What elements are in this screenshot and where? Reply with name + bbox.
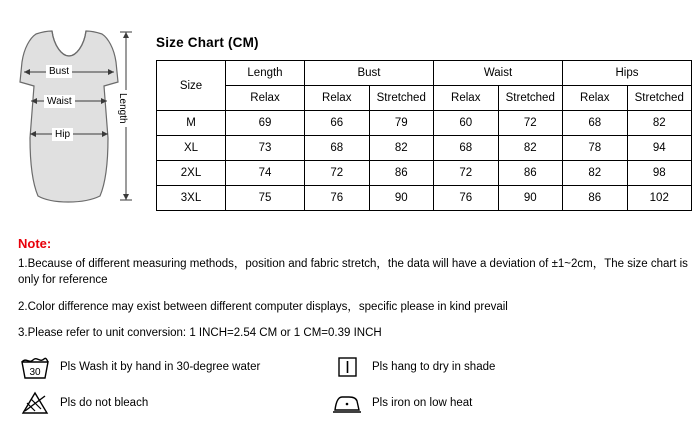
svg-text:30: 30 [29, 367, 41, 378]
size-chart-head [157, 61, 692, 111]
cell-bust-relax: 68 [305, 136, 370, 161]
cell-bust-stretched: 86 [369, 161, 434, 186]
cell-waist-relax: 72 [434, 161, 499, 186]
cell-waist-relax: 76 [434, 186, 499, 211]
diagram-label-length: Length [116, 90, 129, 127]
cell-waist-stretched: 82 [498, 136, 563, 161]
cell-hips-stretched: 98 [627, 161, 692, 186]
care-instruction-no-bleach [18, 388, 148, 418]
cell-waist-relax: 68 [434, 136, 499, 161]
care-instruction-hang-dry [330, 352, 495, 382]
cell-size: 3XL [157, 186, 226, 211]
header-bust-stretched: Stretched [369, 86, 434, 111]
table-row [157, 136, 692, 161]
table-row [157, 186, 692, 211]
header-bust-relax: Relax [305, 86, 370, 111]
table-header-sub-row [157, 86, 692, 111]
cell-hips-relax: 86 [563, 186, 628, 211]
cell-length-relax: 73 [226, 136, 305, 161]
header-group-hips: Hips [563, 61, 692, 86]
cell-bust-relax: 76 [305, 186, 370, 211]
cell-bust-relax: 72 [305, 161, 370, 186]
cell-hips-relax: 82 [563, 161, 628, 186]
note-line-3: 3.Please refer to unit conversion: 1 INCH=2.54 CM or 1 CM=0.39 INCH [18, 327, 382, 339]
note-line-2: 2.Color difference may exist between different computer displays，specific please in kind prevail [18, 301, 508, 313]
header-group-bust: Bust [305, 61, 434, 86]
cell-waist-relax: 60 [434, 111, 499, 136]
cell-length-relax: 75 [226, 186, 305, 211]
cell-hips-stretched: 102 [627, 186, 692, 211]
care-instruction-iron [330, 388, 472, 418]
do-not-bleach-icon [18, 388, 52, 418]
cell-size: M [157, 111, 226, 136]
cell-size: 2XL [157, 161, 226, 186]
header-length-relax: Relax [226, 86, 305, 111]
size-chart-title: Size Chart (CM) [156, 35, 259, 50]
header-hips-stretched: Stretched [627, 86, 692, 111]
care-instruction-label: Pls hang to dry in shade [372, 361, 496, 373]
care-instruction-label: Pls Wash it by hand in 30-degree water [60, 361, 261, 373]
cell-bust-stretched: 90 [369, 186, 434, 211]
cell-hips-relax: 68 [563, 111, 628, 136]
cell-bust-stretched: 79 [369, 111, 434, 136]
size-chart-table [156, 60, 692, 211]
hang-dry-shade-icon [330, 352, 364, 382]
garment-diagram [8, 22, 146, 222]
size-chart-body [157, 111, 692, 211]
header-waist-relax: Relax [434, 86, 499, 111]
header-hips-relax: Relax [563, 86, 628, 111]
cell-waist-stretched: 72 [498, 111, 563, 136]
table-row [157, 111, 692, 136]
table-header-group-row [157, 61, 692, 86]
cell-hips-stretched: 82 [627, 111, 692, 136]
care-instruction-label: Pls iron on low heat [372, 397, 473, 409]
diagram-label-hip: Hip [52, 128, 73, 141]
cell-bust-relax: 66 [305, 111, 370, 136]
cell-length-relax: 74 [226, 161, 305, 186]
hand-wash-30-icon [18, 352, 52, 382]
header-group-length: Length [226, 61, 305, 86]
cell-length-relax: 69 [226, 111, 305, 136]
cell-size: XL [157, 136, 226, 161]
header-group-waist: Waist [434, 61, 563, 86]
note-line-1: 1.Because of different measuring methods，position and fabric stretch，the data will have a deviation of ±1~2cm，The size chart is only for reference [18, 258, 688, 286]
care-instruction-label: Pls do not bleach [60, 397, 149, 409]
cell-hips-relax: 78 [563, 136, 628, 161]
cell-bust-stretched: 82 [369, 136, 434, 161]
header-waist-stretched: Stretched [498, 86, 563, 111]
diagram-label-bust: Bust [46, 65, 72, 78]
diagram-label-waist: Waist [44, 95, 75, 108]
cell-waist-stretched: 90 [498, 186, 563, 211]
cell-hips-stretched: 94 [627, 136, 692, 161]
care-instruction-hand-wash [18, 352, 260, 382]
cell-waist-stretched: 86 [498, 161, 563, 186]
table-row [157, 161, 692, 186]
note-heading: Note: [18, 236, 52, 251]
iron-low-heat-icon [330, 388, 364, 418]
header-size: Size [157, 61, 226, 111]
